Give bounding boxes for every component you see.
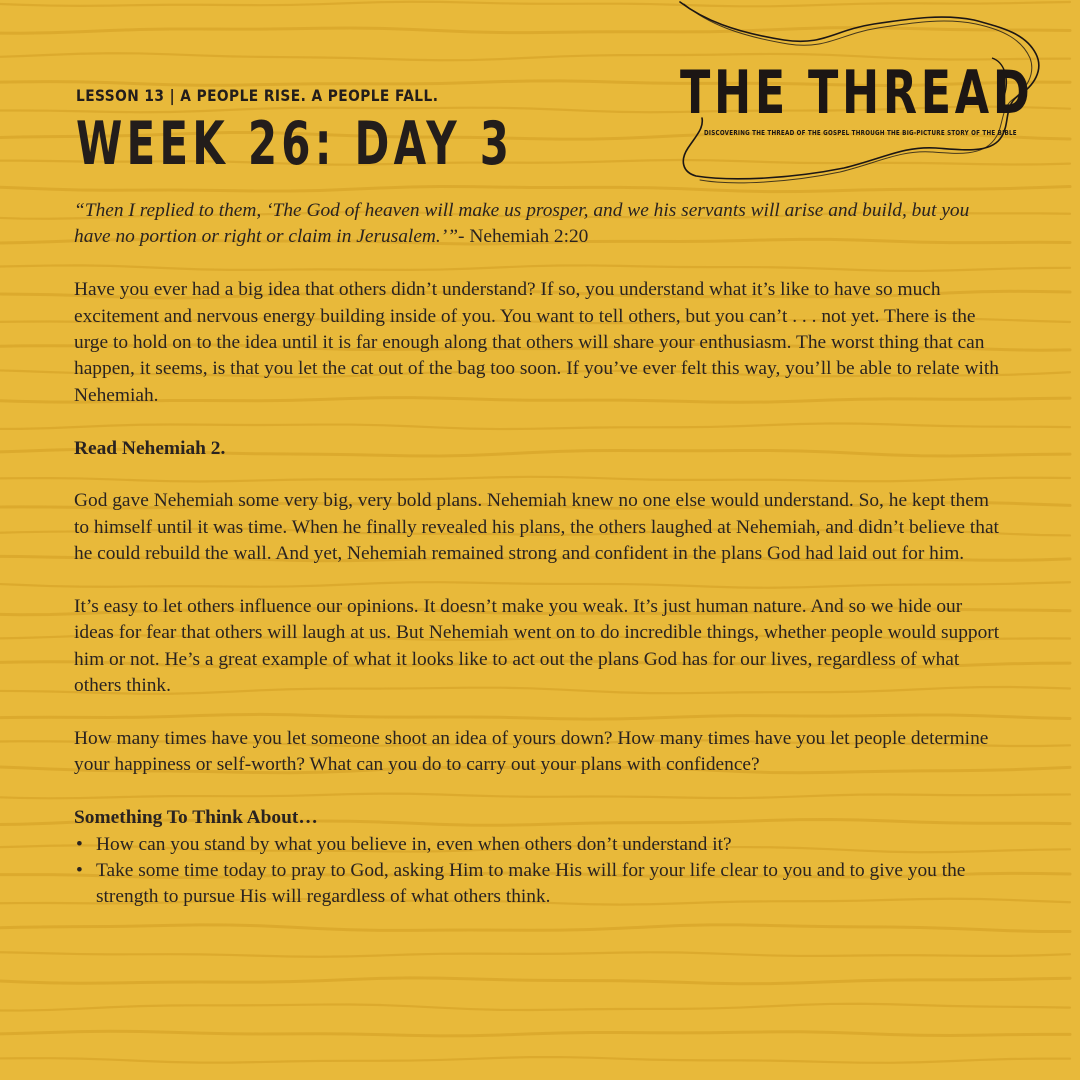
logo-tagline: DISCOVERING THE THREAD OF THE GOSPEL THROUGH THE BIG-PICTURE STORY OF THE BIBLE [704, 129, 1017, 137]
scripture-quote [74, 198, 1002, 251]
lesson-subtitle: LESSON 13 | A PEOPLE RISE. A PEOPLE FALL. [76, 86, 439, 105]
paragraph-questions: How many times have you let someone shoot an idea of yours down? How many times have you let people determine your happiness or self-worth? What can you do to carry out your plans with confidence? [74, 728, 989, 776]
logo-title: THE THREAD [680, 58, 1034, 128]
paragraph-intro: Have you ever had a big idea that others didn’t understand? If so, you understand what it’s like to have so much excitement and nervous energy building inside of you. You want to tell others, but you can’t . . . not yet. There is the urge to hold on to the idea until it is far enough along that others will share your enthusiasm. The worst thing that can happen, it seems, is that you let the cat out of the bag too soon. If you’ve ever felt this way, you’ll be able to relate with Nehemiah. [74, 279, 999, 406]
read-instruction: Read Nehemiah 2. [74, 437, 226, 459]
think-heading: Something To Think About… [74, 807, 318, 829]
paragraph-influence: It’s easy to let others influence our opinions. It doesn’t make you weak. It’s just human nature. And so we hide our ideas for fear that others will laugh at us. But Nehemiah went on to do incredible things, whether people would support him or not. He’s a great example of what it looks like to act out the plans God has for our lives, regardless of what others think. [74, 596, 1000, 697]
list-item [74, 858, 1002, 911]
list-item [74, 832, 1002, 858]
thread-logo [674, 0, 1054, 185]
page-title: WEEK 26: DAY 3 [76, 109, 514, 179]
list-item-text: How can you stand by what you believe in, even when others don’t understand it? [96, 833, 732, 855]
paragraph-plans: God gave Nehemiah some very big, very bold plans. Nehemiah knew no one else would understand. So, he kept them to himself until it was time. When he finally revealed his plans, the others laughed at Nehemiah, and didn’t believe that he could rebuild the wall. And yet, Nehemiah remained strong and confident in the plans God had laid out for him. [74, 490, 999, 565]
think-list [74, 832, 1002, 911]
devotional-body [74, 198, 1002, 911]
bullet-dot: • [76, 860, 83, 882]
scripture-quote-text: “Then I replied to them, ‘The God of heaven will make us prosper, and we his servants will arise and build, but you have no portion or right or claim in Jerusalem.’” [74, 200, 970, 248]
bullet-dot: • [76, 833, 83, 855]
list-item-text: Take some time today to pray to God, asking Him to make His will for your life clear to you and to give you the strength to pursue His will regardless of what others think. [96, 860, 966, 908]
scripture-reference: - Nehemiah 2:20 [458, 226, 589, 248]
